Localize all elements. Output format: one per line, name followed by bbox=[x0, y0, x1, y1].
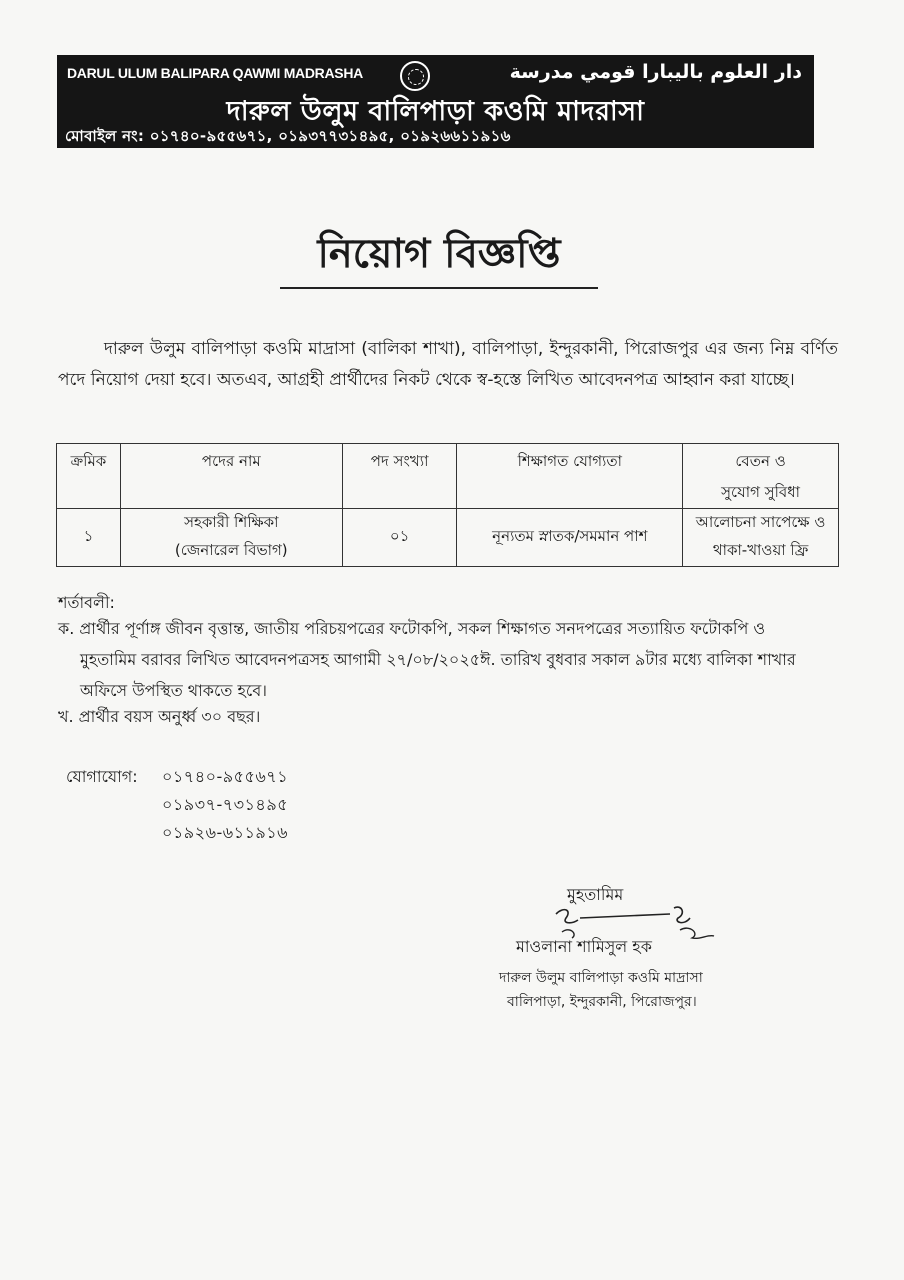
contact-label: যোগাযোগ: bbox=[66, 767, 138, 786]
title-underline bbox=[280, 287, 598, 289]
condition-b: খ. প্রার্থীর বয়স অনুর্ধ্ব ৩০ বছর। bbox=[58, 707, 261, 726]
letterhead-banner bbox=[57, 55, 814, 148]
cell-salary-line1: আলোচনা সাপেক্ষে ও bbox=[695, 513, 826, 531]
table-header-row bbox=[57, 444, 839, 509]
header-serial: ক্রমিক bbox=[57, 444, 121, 509]
letterhead-arabic-name: دار العلوم باليبارا قومي مدرسة bbox=[509, 61, 802, 83]
header-salary bbox=[683, 444, 839, 509]
cell-post-line1: সহকারী শিক্ষিকা bbox=[184, 513, 279, 531]
condition-a-text: ক. প্রার্থীর পূর্ণাঙ্গ জীবন বৃত্তান্ত, জাতীয় পরিচয়পত্রের ফটোকপি, সকল শিক্ষাগত সনদপত্রের সত্যায়িত ফটোকপি ও মুহতামিম বরাবর লিখিত আবেদনপত্রসহ আগামী ২৭/০৮/২০২৫ঈ. তারিখ বুধবার সকাল ৯টার মধ্যে বালিকা শাখার অফিসে উপস্থিত থাকতে হবে। bbox=[58, 619, 796, 700]
condition-a bbox=[58, 613, 818, 706]
header-count: পদ সংখ্যা bbox=[342, 444, 457, 509]
letterhead-bangla-name: দারুল উলুম বালিপাড়া কওমি মাদরাসা bbox=[226, 96, 645, 127]
notice-title: নিয়োগ বিজ্ঞপ্তি bbox=[317, 231, 561, 277]
header-salary-line2: সুযোগ সুবিধা bbox=[721, 483, 800, 501]
cell-salary bbox=[683, 509, 839, 567]
contact-number-1: ০১৭৪০-৯৫৫৬৭১ bbox=[162, 767, 289, 786]
cell-salary-line2: থাকা-খাওয়া ফ্রি bbox=[712, 541, 809, 559]
signatory-title: মুহতামিম bbox=[567, 885, 624, 904]
signatory-name: মাওলানা শামিসুল হক bbox=[516, 937, 652, 956]
signatory-organization: দারুল উলুম বালিপাড়া কওমি মাদ্রাসা bbox=[499, 970, 703, 986]
vacancy-table bbox=[56, 443, 839, 567]
intro-paragraph: দারুল উলুম বালিপাড়া কওমি মাদ্রাসা (বালিকা শাখা), বালিপাড়া, ইন্দুরকানী, পিরোজপুর এর জন্য নিম্ন বর্ণিত পদে নিয়োগ দেয়া হবে। অতএব, আগ্রহী প্রার্থীদের নিকট থেকে স্ব-হস্তে লিখিত আবেদনপত্র আহ্বান করা যাচ্ছে। bbox=[58, 339, 838, 390]
cell-post-line2: (জেনারেল বিভাগ) bbox=[174, 541, 288, 559]
contact-number-3: ০১৯২৬-৬১১৯১৬ bbox=[162, 823, 289, 842]
header-qualification: শিক্ষাগত যোগ্যতা bbox=[457, 444, 683, 509]
cell-serial: ১ bbox=[57, 509, 121, 567]
letterhead-english-name: DARUL ULUM BALIPARA QAWMI MADRASHA bbox=[67, 65, 363, 81]
header-post: পদের নাম bbox=[120, 444, 342, 509]
cell-post bbox=[120, 509, 342, 567]
header-salary-line1: বেতন ও bbox=[735, 452, 786, 470]
cell-count: ০১ bbox=[342, 509, 457, 567]
table-row bbox=[57, 509, 839, 567]
signatory-address: বালিপাড়া, ইন্দুরকানী, পিরোজপুর। bbox=[507, 994, 697, 1010]
contact-number-2: ০১৯৩৭-৭৩১৪৯৫ bbox=[162, 795, 289, 814]
madrasha-seal-icon bbox=[400, 61, 430, 91]
conditions-title: শর্তাবলী: bbox=[58, 593, 115, 612]
letterhead-mobile-line: মোবাইল নং: ০১৭৪০-৯৫৫৬৭১, ০১৯৩৭৭৩১৪৯৫, ০১৯২৬৬১১৯১৬ bbox=[65, 127, 511, 145]
cell-qualification: নূন্যতম স্নাতক/সমমান পাশ bbox=[457, 509, 683, 567]
